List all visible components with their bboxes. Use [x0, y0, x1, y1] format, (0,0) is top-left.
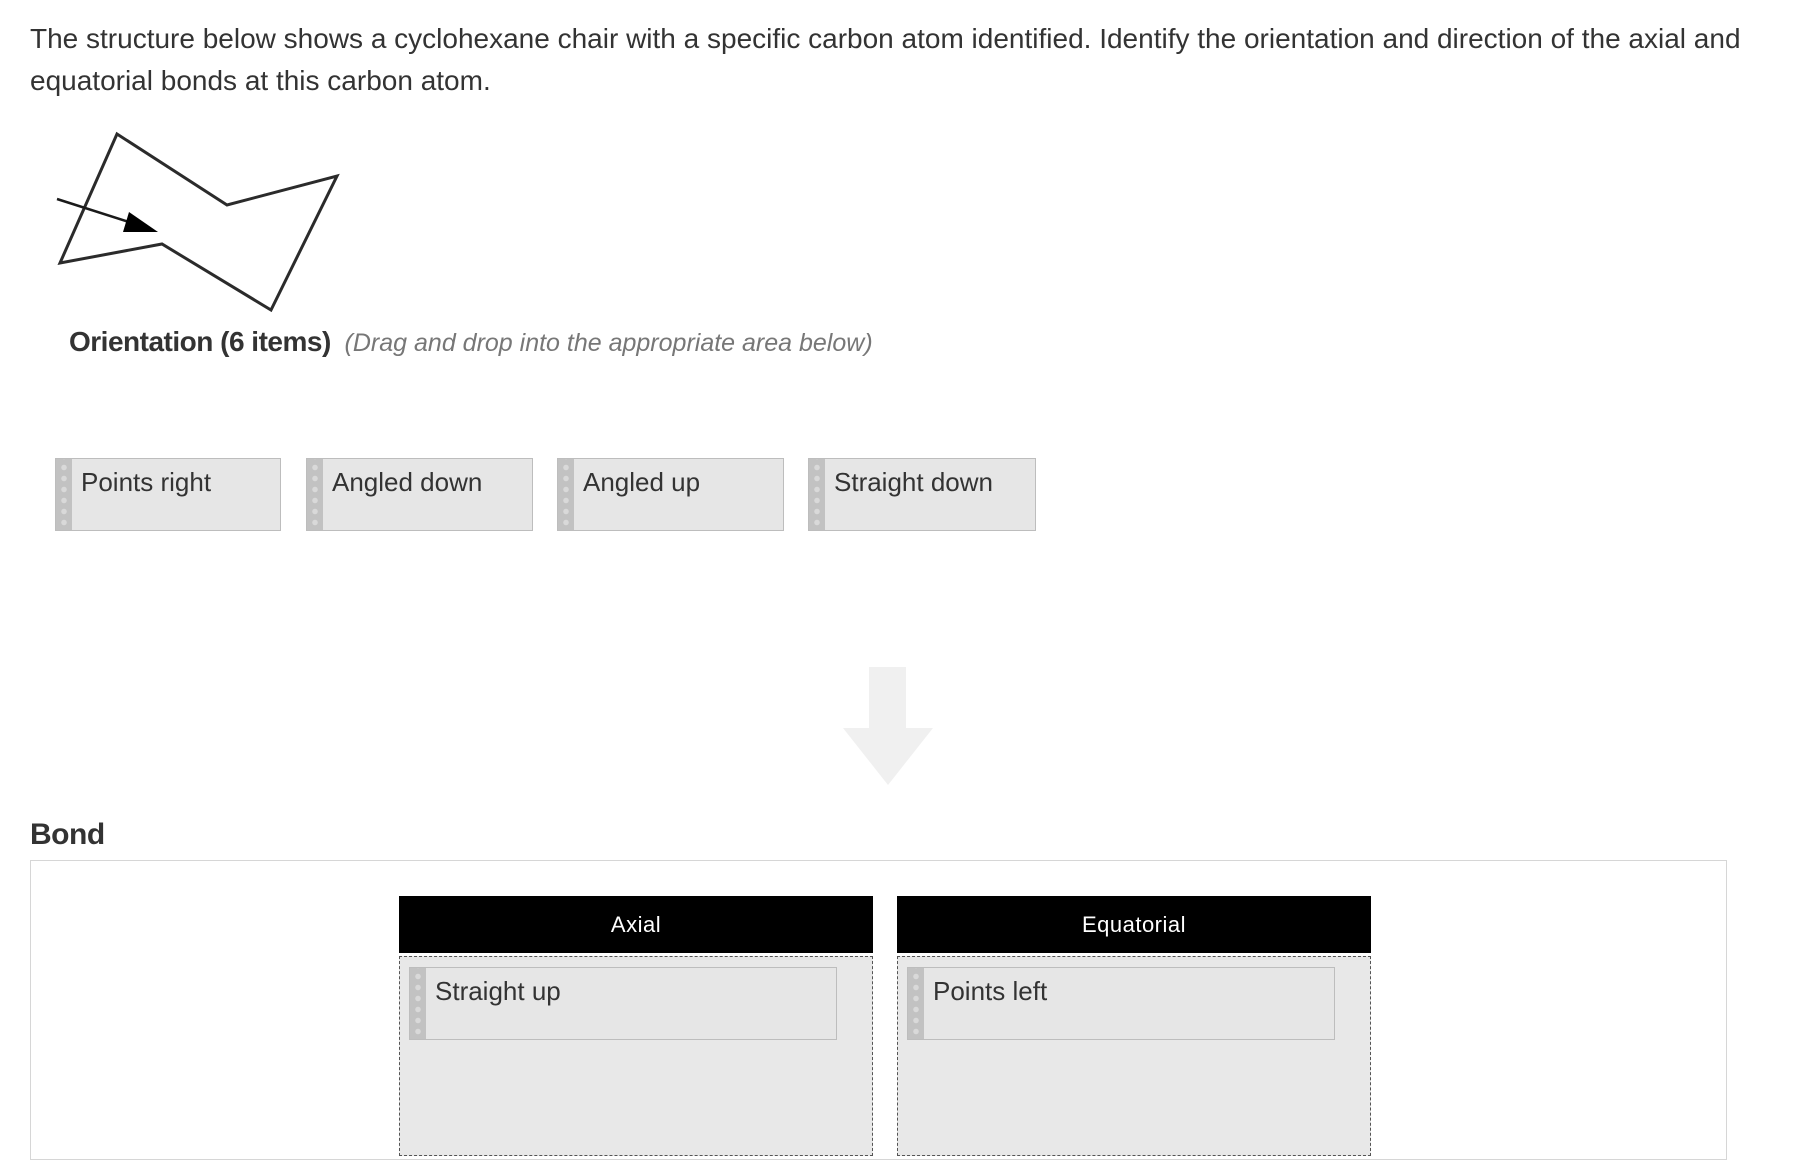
drag-item-angled-down[interactable] [306, 458, 533, 531]
orientation-hint: (Drag and drop into the appropriate area below) [344, 329, 873, 357]
drag-item-label: Points right [81, 467, 212, 497]
drag-item-straight-down[interactable] [808, 458, 1036, 531]
drag-item-points-right[interactable] [55, 458, 281, 531]
drag-item-label: Straight down [834, 467, 993, 497]
grip-handle-icon[interactable] [809, 459, 825, 530]
drag-item-label: Points left [933, 976, 1048, 1006]
drag-item-label: Angled up [583, 467, 701, 497]
drag-item-angled-up[interactable] [557, 458, 784, 531]
bond-panel [30, 860, 1727, 1160]
question-text: The structure below shows a cyclohexane chair with a specific carbon atom identified. Identify the orientation and direction of the axial and equatorial bonds at this carbon atom. [30, 23, 1741, 96]
grip-handle-icon[interactable] [307, 459, 323, 530]
grip-handle-icon[interactable] [410, 968, 426, 1039]
axial-drop-zone[interactable] [399, 956, 873, 1156]
equatorial-drop-zone[interactable] [897, 956, 1371, 1156]
cyclohexane-chair-structure [50, 128, 350, 313]
drag-item-straight-up[interactable] [409, 967, 837, 1040]
axial-zone-header: Axial [399, 896, 873, 953]
drag-item-label: Straight up [435, 976, 561, 1006]
drag-item-label: Angled down [332, 467, 483, 497]
grip-handle-icon[interactable] [56, 459, 72, 530]
down-arrow-icon [833, 662, 943, 787]
grip-handle-icon[interactable] [558, 459, 574, 530]
drag-item-points-left[interactable] [907, 967, 1335, 1040]
orientation-title: Orientation (6 items) [69, 326, 331, 357]
grip-handle-icon[interactable] [908, 968, 924, 1039]
bond-section-title: Bond [30, 818, 105, 851]
orientation-header [69, 326, 873, 358]
equatorial-zone-header: Equatorial [897, 896, 1371, 953]
